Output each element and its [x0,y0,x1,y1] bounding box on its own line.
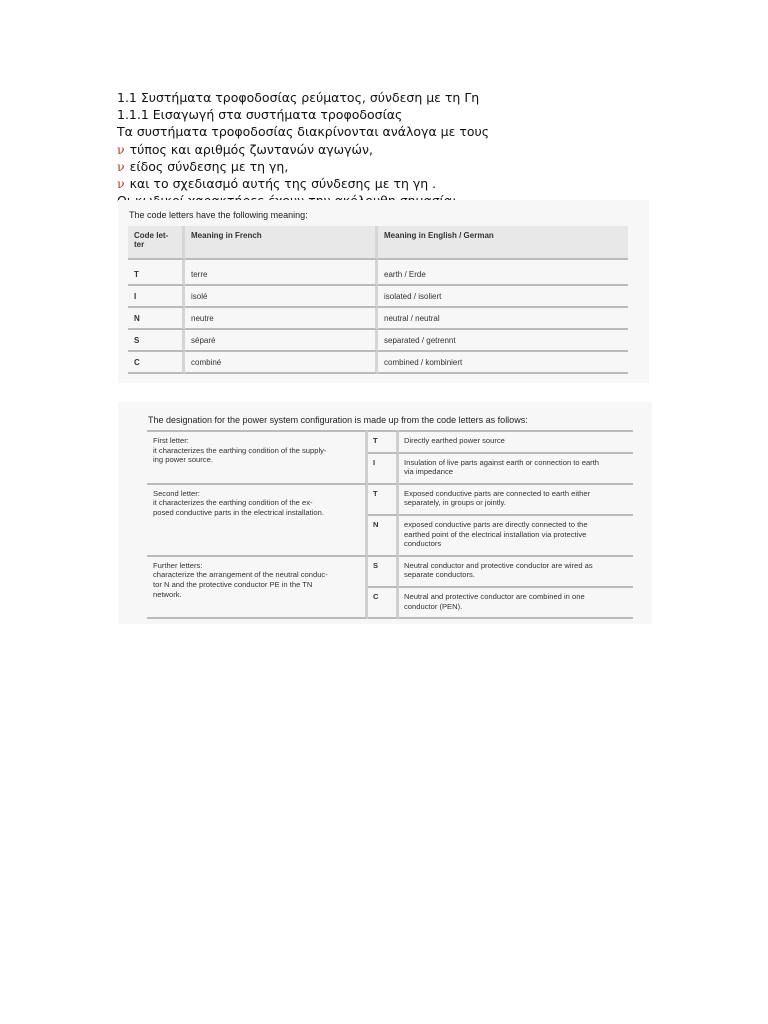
bullet-text: είδος σύνδεσης με τη γη, [129,158,289,174]
group-text: network. [153,589,182,599]
description-cell [399,588,633,619]
table-row [147,430,633,454]
letter-cell: T [368,430,399,454]
section-heading: 1.1 Συστήματα τροφοδοσίας ρεύματος, σύνδεση με τη Γη [117,90,480,105]
description-text: Neutral conductor and protective conductor are wired as [404,560,593,570]
description-text: Exposed conductive parts are connected to earth either [404,488,591,498]
bullet-item [117,175,489,192]
letter-cell: T [368,485,399,516]
bullet-item [117,141,489,158]
code-cell: T [128,264,185,286]
header-code-letter [128,226,185,260]
bullet-item [117,158,489,175]
bullet-icon: ν [117,158,125,174]
group-text: posed conductive parts in the electrical installation. [153,507,324,517]
letter-cell: I [368,454,399,485]
bullet-icon: ν [117,176,125,192]
english-cell: combined / kombiniert [378,352,628,374]
french-cell: neutre [185,308,378,330]
description-text: via impedance [404,467,453,477]
group-text: it characterizes the earthing condition of the ex- [153,498,313,508]
group-text: tor N and the protective conductor PE in the TN [153,579,313,589]
english-cell: separated / getrennt [378,330,628,352]
header-english-german: Meaning in English / German [378,226,628,260]
description-cell [399,430,633,454]
header-french: Meaning in French [185,226,378,260]
english-cell: neutral / neutral [378,308,628,330]
french-cell: isolé [185,286,378,308]
group-further-letters [147,557,368,619]
description-text: earthed point of the electrical installation via protective [404,529,587,539]
letter-cell: N [368,516,399,557]
table-row [128,264,628,286]
designation-figure [118,402,652,624]
group-title: Further letters: [153,560,203,570]
description-text: separate conductors. [404,570,475,580]
group-text: it characterizes the earthing condition of the supply- [153,445,327,455]
table-row [128,352,628,374]
intro-paragraph: Τα συστήματα τροφοδοσίας διακρίνονται ανάλογα με τους [117,124,490,140]
description-text: Neutral and protective conductor are combined in one [404,591,585,601]
description-text: conductors [404,539,442,549]
designation-table-caption: The designation for the power system configuration is made up from the code letters as follows: [148,415,528,425]
description-text: conductor (PEN). [404,601,463,611]
letter-cell: S [368,557,399,588]
group-first-letter [147,430,368,485]
bullet-text: και το σχεδιασμό αυτής της σύνδεσης με τη γη . [129,176,437,192]
code-table-caption: The code letters have the following meaning: [129,210,308,220]
header-code-letter-line2: ter [134,240,145,249]
description-cell [399,454,633,485]
code-cell: I [128,286,185,308]
code-cell: S [128,330,185,352]
group-title: First letter: [153,436,189,445]
french-cell: séparé [185,330,378,352]
intro-text-block [117,89,489,209]
bullet-icon: ν [117,141,125,157]
french-cell: combiné [185,352,378,374]
header-code-letter-line1: Code let- [134,231,169,240]
letter-cell: C [368,588,399,619]
description-text: Directly earthed power source [404,436,505,445]
bullet-text: τύπος και αριθμός ζωντανών αγωγών, [129,141,373,157]
table-row [147,557,633,588]
table-row [128,286,628,308]
designation-table [147,430,633,619]
group-second-letter [147,485,368,557]
table-row [147,485,633,516]
group-title: Second letter: [153,488,200,498]
description-text: Insulation of live parts against earth or connection to earth [404,457,600,467]
table-row [128,330,628,352]
description-cell [399,557,633,588]
code-cell: N [128,308,185,330]
group-text: ing power source. [153,455,213,465]
table-header-row [128,226,628,260]
english-cell: isolated / isoliert [378,286,628,308]
code-letters-table [128,226,628,374]
description-text: separately, in groups or jointly. [404,498,506,508]
description-text: exposed conductive parts are directly connected to the [404,519,588,529]
description-cell [399,516,633,557]
group-text: characterize the arrangement of the neutral conduc- [153,570,328,580]
table-row [128,308,628,330]
code-letters-figure [118,200,649,383]
subsection-heading: 1.1.1 Εισαγωγή στα συστήματα τροφοδοσίας [117,107,403,123]
description-cell [399,485,633,516]
english-cell: earth / Erde [378,264,628,286]
code-cell: C [128,352,185,374]
french-cell: terre [185,264,378,286]
